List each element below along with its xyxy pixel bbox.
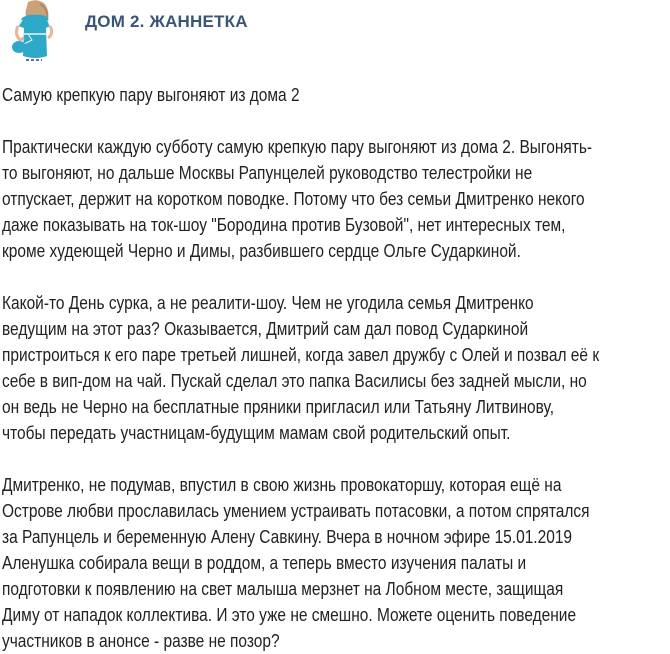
paragraph-line: Острове любви прославилась умением устраивать потасовки, а потом спрятался xyxy=(2,501,590,521)
paragraph-line: даже показывать на ток-шоу "Бородина против Бузовой", нет интересных тем, xyxy=(2,215,566,235)
paragraph-gap xyxy=(2,446,668,472)
paragraph-gap xyxy=(2,108,668,134)
article-body xyxy=(2,82,668,654)
avatar-girl-in-blue-dress-icon xyxy=(6,0,64,66)
paragraph-line: Какой-то День сурка, а не реалити-шоу. Чем не угодила семья Дмитренко xyxy=(2,293,534,313)
article-title: Самую крепкую пару выгоняют из дома 2 xyxy=(2,85,300,105)
paragraph-line: он ведь не Черно на бесплатные пряники пригласил или Татьяну Литвинову, xyxy=(2,397,554,417)
channel-avatar[interactable] xyxy=(6,0,64,66)
channel-title[interactable]: ДОМ 2. ЖАННЕТКА xyxy=(85,12,248,31)
paragraph-3 xyxy=(2,472,668,654)
paragraph-line: Практически каждую субботу самую крепкую пару выгоняют из дома 2. Выгонять- xyxy=(2,137,593,157)
paragraph-1 xyxy=(2,134,668,264)
paragraph-line: подготовки к появлению на свет малыша мерзнет на Лобном месте, защищая xyxy=(2,579,564,599)
paragraph-line: Аленушка собирала вещи в роддом, а теперь вместо изучения палаты и xyxy=(2,553,527,573)
paragraph-gap xyxy=(2,264,668,290)
paragraph-2 xyxy=(2,290,668,446)
paragraph-line: себе в вип-дом на чай. Пускай сделал это папка Василисы без задней мысли, но xyxy=(2,371,587,391)
paragraph-line: за Рапунцель и беременную Алену Савкину. Вчера в ночном эфире 15.01.2019 xyxy=(2,527,573,547)
paragraph-line: то выгоняют, но дальше Москвы Рапунцелей руководство телестройки не xyxy=(2,163,533,183)
channel-header xyxy=(0,0,670,72)
paragraph-line: Диму от нападок коллектива. И это уже не смешно. Можете оценить поведение xyxy=(2,605,577,625)
paragraph-line: Дмитренко, не подумав, впустил в свою жизнь провокаторшу, которая ещё на xyxy=(2,475,562,495)
paragraph-line: участников в анонсе - разве не позор? xyxy=(2,631,280,651)
paragraph-line: ведущим на этот раз? Оказывается, Дмитрий сам дал повод Сударкиной xyxy=(2,319,529,339)
paragraph-line: кроме худеющей Черно и Димы, разбившего сердце Ольге Сударкиной. xyxy=(2,241,521,261)
paragraph-line: отпускает, держит на коротком поводке. Потому что без семьи Дмитренко некого xyxy=(2,189,585,209)
paragraph-line: чтобы передать участницам-будущим мамам свой родительский опыт. xyxy=(2,423,511,443)
paragraph-line: пристроиться к его паре третьей лишней, когда завел дружбу с Олей и позвал её к xyxy=(2,345,600,365)
